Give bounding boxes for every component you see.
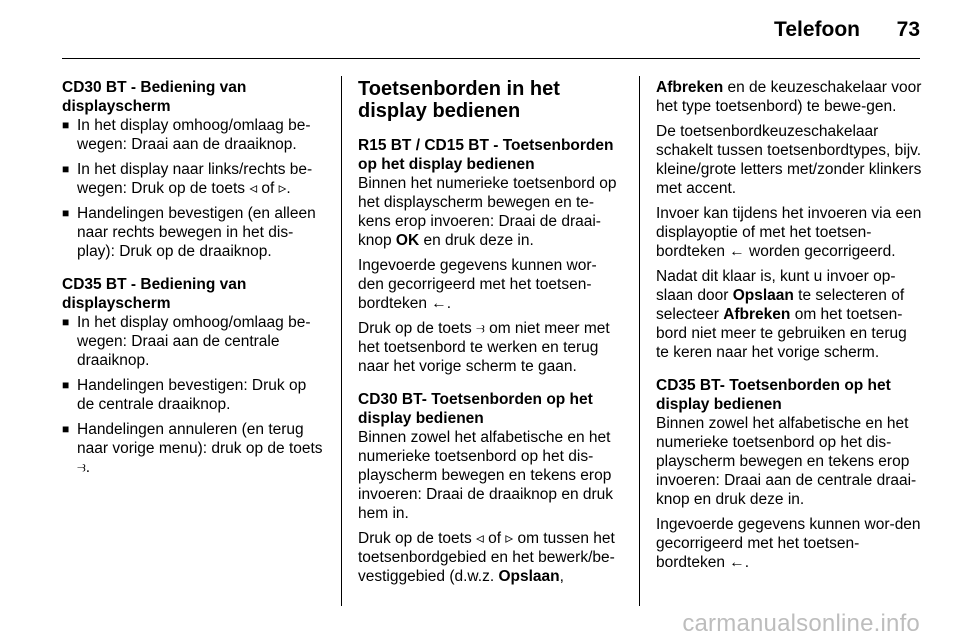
- text: Nadat dit klaar is, kunt u invoer op‐slaan door: [656, 268, 896, 304]
- paragraph: Ingevoerde gegevens kunnen wor‐den gecorrigeerd met het toetsen‐bordteken ←.: [358, 257, 597, 312]
- list-item: [62, 204, 326, 261]
- list-item-text: Handelingen bevestigen: Druk op de centrale draaiknop.: [77, 377, 307, 413]
- heading-line: CD30 BT- Toetsenborden op het: [358, 391, 593, 408]
- r15-cd15-heading: [358, 136, 622, 174]
- cd35-bt-list: [62, 313, 326, 477]
- list-item-text: In het display naar links/rechts be‐wegen: Druk op de toets ◃ of ▹.: [77, 161, 313, 197]
- heading-line: CD35 BT - Bediening van: [62, 276, 247, 293]
- text: en de keuzeschakelaar voor het type toetsenbord) te bewe‐gen.: [656, 79, 922, 115]
- heading-line: R15 BT / CD15 BT - Toetsenborden: [358, 137, 614, 154]
- text: om het toetsen‐bord niet meer te gebruiken en terug te keren naar het vorige scherm.: [656, 306, 907, 361]
- paragraph: Binnen zowel het alfabetische en het numerieke toetsenbord op het dis‐playscherm bewegen en tekens erop invoeren: Draai de draaiknop en druk hem in.: [358, 429, 614, 522]
- column-divider-1: [341, 76, 342, 606]
- text: ,: [559, 568, 564, 585]
- heading-line: displayscherm: [62, 295, 171, 312]
- column-3: [656, 78, 922, 578]
- watermark: carmanualsonline.info: [682, 610, 920, 637]
- paragraph: Druk op de toets ⥽ om niet meer met het toetsenbord te werken en terug naar het vorige scherm te gaan.: [358, 320, 610, 375]
- list-item-text: In het display omhoog/omlaag be‐wegen: Draai aan de draaiknop.: [77, 117, 311, 153]
- opslaan-label: Opslaan: [498, 568, 560, 585]
- list-item: [62, 116, 326, 154]
- afbreken-label: Afbreken: [723, 306, 791, 323]
- page-number: 73: [896, 18, 920, 41]
- ok-label: OK: [395, 232, 420, 249]
- bullet-icon: ■: [62, 162, 70, 176]
- heading-line: CD35 BT- Toetsenborden op het: [656, 377, 891, 394]
- bullet-icon: ■: [62, 118, 70, 132]
- cd30-bt-keyboard-heading: [358, 390, 622, 428]
- heading-line: displayscherm: [62, 98, 171, 115]
- heading-line: display bedienen: [358, 410, 484, 427]
- list-item-text: Handelingen annuleren (en terug naar vorige menu): druk op de toets ⥽.: [77, 421, 323, 476]
- text: Druk op de toets ◃ of ▹ om tussen het toetsenbordgebied en het bewerk/be‐vestiggebied (d.w.z.: [358, 530, 615, 585]
- list-item-text: Handelingen bevestigen (en alleen naar rechts bewegen in het dis‐play): Druk op de draaiknop.: [77, 205, 316, 260]
- paragraph: [358, 174, 622, 250]
- bullet-icon: ■: [62, 378, 70, 392]
- section-title: Toetsenborden in het display bedienen: [358, 78, 560, 122]
- paragraph: Invoer kan tijdens het invoeren via een displayoptie of met het toetsen‐bordteken ← worden gecorrigeerd.: [656, 205, 922, 260]
- list-item: [62, 420, 326, 477]
- list-item: [62, 313, 326, 370]
- bullet-icon: ■: [62, 206, 70, 220]
- text: te selecteren of selecteer: [656, 287, 905, 323]
- list-item: [62, 160, 326, 198]
- paragraph: [656, 267, 922, 362]
- header-rule: [62, 58, 920, 59]
- heading-line: op het display bedienen: [358, 156, 535, 173]
- opslaan-label: Opslaan: [732, 287, 794, 304]
- column-1: [62, 78, 326, 483]
- paragraph: Binnen zowel het alfabetische en het numerieke toetsenbord op het dis‐playscherm bewegen en tekens erop invoeren: Draai aan de centrale draai‐knop en druk deze in.: [656, 415, 917, 508]
- paragraph: Ingevoerde gegevens kunnen wor‐den gecorrigeerd met het toetsen‐bordteken ←.: [656, 516, 921, 571]
- paragraph: De toetsenbordkeuzeschakelaar schakelt tussen toetsenbordtypes, bijv. kleine/grote letters met/zonder klinkers met accent.: [656, 123, 922, 197]
- heading-line: display bedienen: [656, 396, 782, 413]
- bullet-icon: ■: [62, 422, 70, 436]
- page-header-title: Telefoon: [774, 18, 860, 41]
- column-2: [358, 78, 622, 592]
- paragraph: [358, 529, 622, 586]
- heading-line: CD30 BT - Bediening van: [62, 79, 247, 96]
- text: en druk deze in.: [419, 232, 534, 249]
- paragraph: [656, 78, 922, 116]
- cd30-bt-heading: [62, 78, 326, 116]
- afbreken-label: Afbreken: [656, 79, 724, 96]
- bullet-icon: ■: [62, 315, 70, 329]
- text: Binnen het numerieke toetsenbord op het displayscherm bewegen en te‐kens erop invoeren: Draai de draai‐knop: [358, 175, 617, 249]
- column-divider-2: [639, 76, 640, 606]
- list-item: [62, 376, 326, 414]
- cd35-bt-heading: [62, 275, 326, 313]
- cd35-bt-keyboard-heading: [656, 376, 922, 414]
- cd30-bt-list: [62, 116, 326, 261]
- list-item-text: In het display omhoog/omlaag be‐wegen: Draai aan de centrale draaiknop.: [77, 314, 311, 369]
